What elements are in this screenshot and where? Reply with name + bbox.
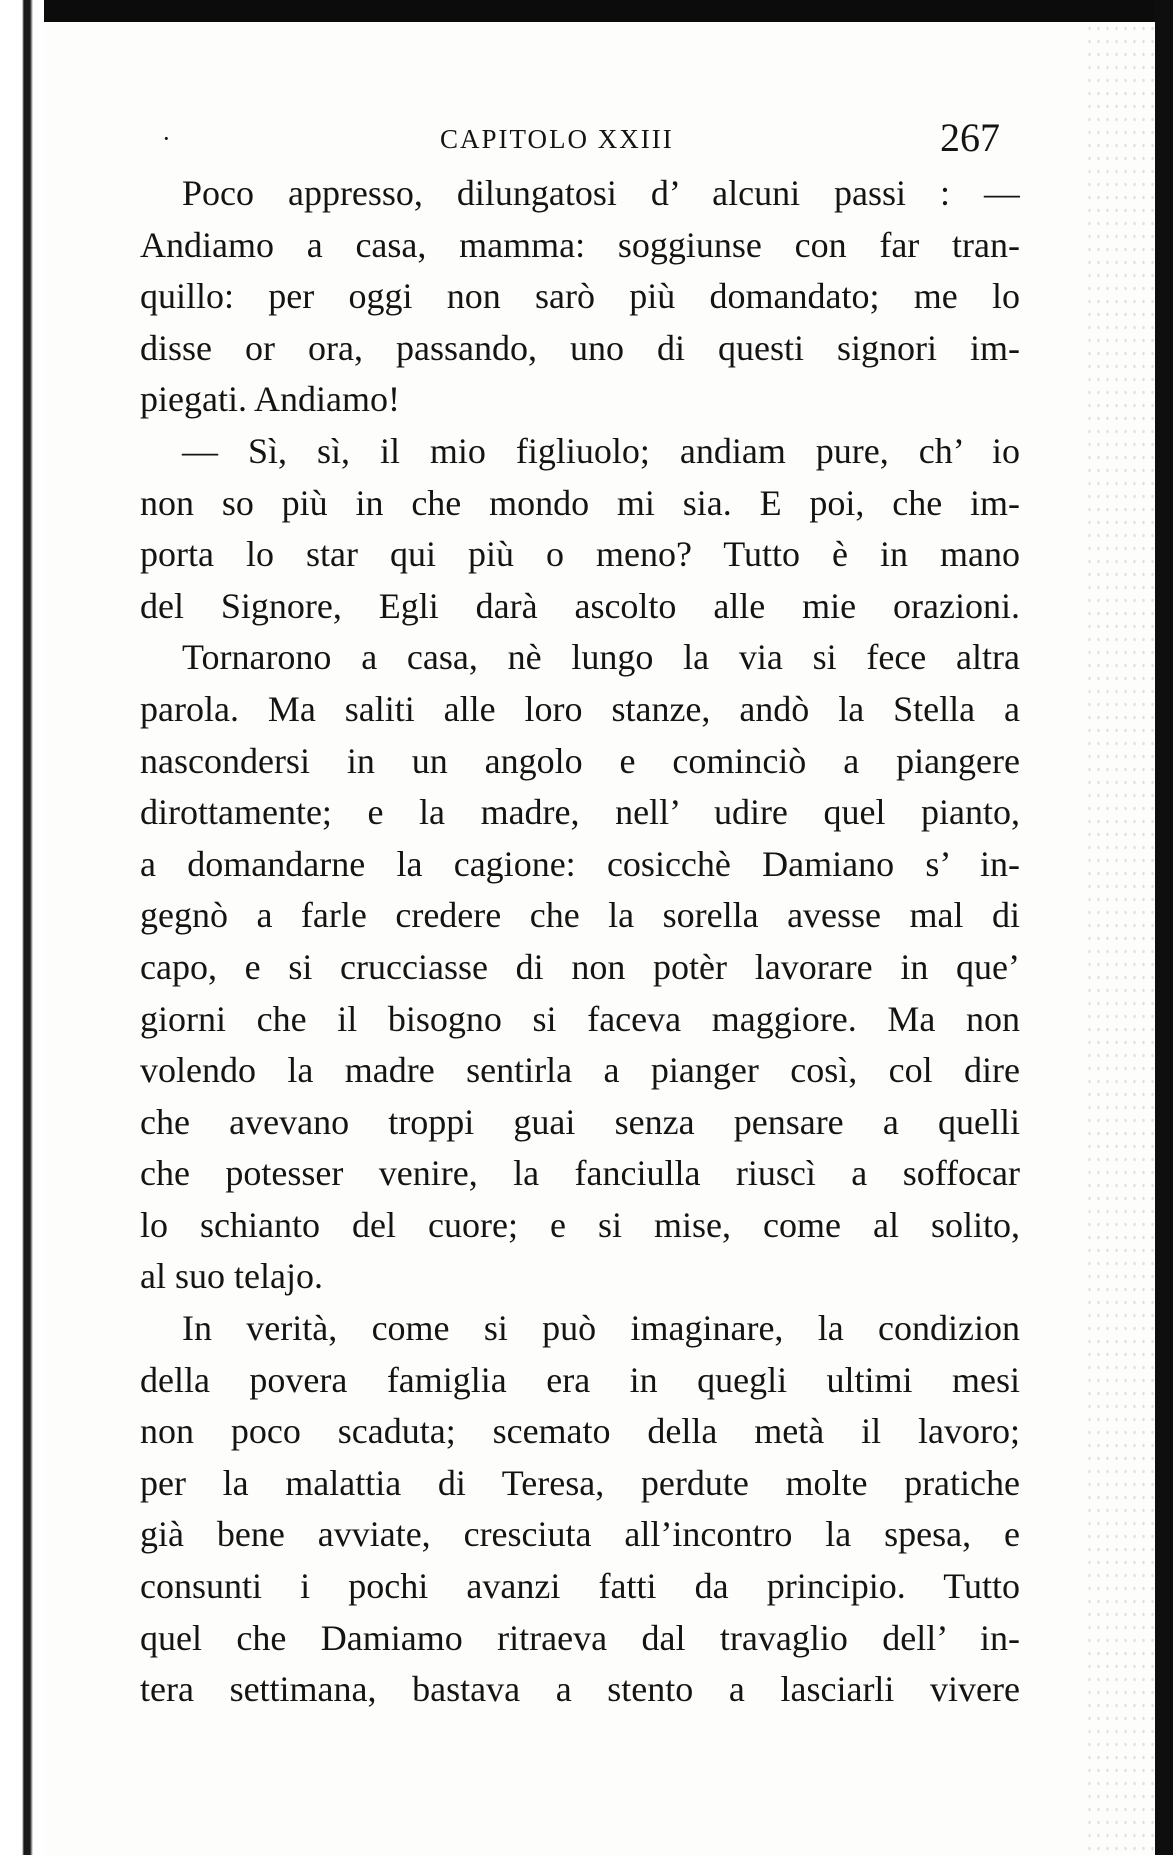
- text-line: Andiamo a casa, mamma: soggiunse con far tran-: [140, 224, 1020, 265]
- text-line: non so più in che mondo mi sia. E poi, che im-: [140, 482, 1020, 523]
- text-line: quillo: per oggi non sarò più domandato; me lo: [140, 276, 1020, 317]
- text-line: a domandarne la cagione: cosicchè Damiano s’ in-: [140, 843, 1020, 884]
- text-line: giorni che il bisogno si faceva maggiore. Ma non: [140, 998, 1020, 1039]
- text-line: porta lo star qui più o meno? Tutto è in mano: [140, 534, 1020, 575]
- text-line: Tornarono a casa, nè lungo la via si fece altra: [182, 637, 1020, 678]
- text-line: disse or ora, passando, uno di questi signori im-: [140, 327, 1020, 368]
- running-head-dot: ·: [162, 124, 171, 153]
- running-head: [140, 115, 1020, 162]
- text-line: piegati. Andiamo!: [140, 379, 400, 420]
- text-line: parola. Ma saliti alle loro stanze, andò la Stella a: [140, 688, 1020, 729]
- text-line: In verità, come si può imaginare, la condizion: [182, 1308, 1020, 1349]
- text-line: già bene avviate, cresciuta all’incontro la spesa, e: [140, 1514, 1020, 1555]
- text-line: quel che Damiamo ritraeva dal travaglio dell’ in-: [140, 1617, 1020, 1658]
- text-line: volendo la madre sentirla a pianger così, col dire: [140, 1050, 1020, 1091]
- text-line: lo schianto del cuore; e si mise, come al solito,: [140, 1204, 1020, 1245]
- text-line: che avevano troppi guai senza pensare a quelli: [140, 1101, 1020, 1142]
- text-line: gegnò a farle credere che la sorella avesse mal di: [140, 895, 1020, 936]
- text-line: della povera famiglia era in quegli ultimi mesi: [140, 1359, 1020, 1400]
- text-line: tera settimana, bastava a stento a lasciarli vivere: [140, 1669, 1020, 1710]
- text-line: capo, e si crucciasse di non potèr lavorare in que’: [140, 946, 1020, 987]
- text-line: che potesser venire, la fanciulla riuscì a soffocar: [140, 1153, 1020, 1194]
- chapter-heading: CAPITOLO XXIII: [440, 124, 674, 154]
- scan-noise: [1085, 22, 1155, 1855]
- text-line: Poco appresso, dilungatosi d’ alcuni passi : —: [182, 173, 1020, 213]
- text-line: al suo telajo.: [140, 1256, 323, 1297]
- text-line: nascondersi in un angolo e cominciò a piangere: [140, 740, 1020, 781]
- page-number: 267: [940, 115, 1000, 160]
- text-line: del Signore, Egli darà ascolto alle mie orazioni.: [140, 585, 1020, 626]
- scan-right-edge: [1155, 0, 1173, 1855]
- text-line: dirottamente; e la madre, nell’ udire quel pianto,: [140, 792, 1020, 833]
- body-text: [140, 168, 1020, 1716]
- text-line: non poco scaduta; scemato della metà il lavoro;: [140, 1411, 1020, 1452]
- scan-left-edge: [0, 0, 44, 1855]
- text-line: — Sì, sì, il mio figliuolo; andiam pure, ch’ io: [182, 430, 1020, 471]
- text-line: consunti i pochi avanzi fatti da principio. Tutto: [140, 1566, 1020, 1607]
- text-line: per la malattia di Teresa, perdute molte pratiche: [140, 1462, 1020, 1503]
- scan-top-edge: [0, 0, 1173, 22]
